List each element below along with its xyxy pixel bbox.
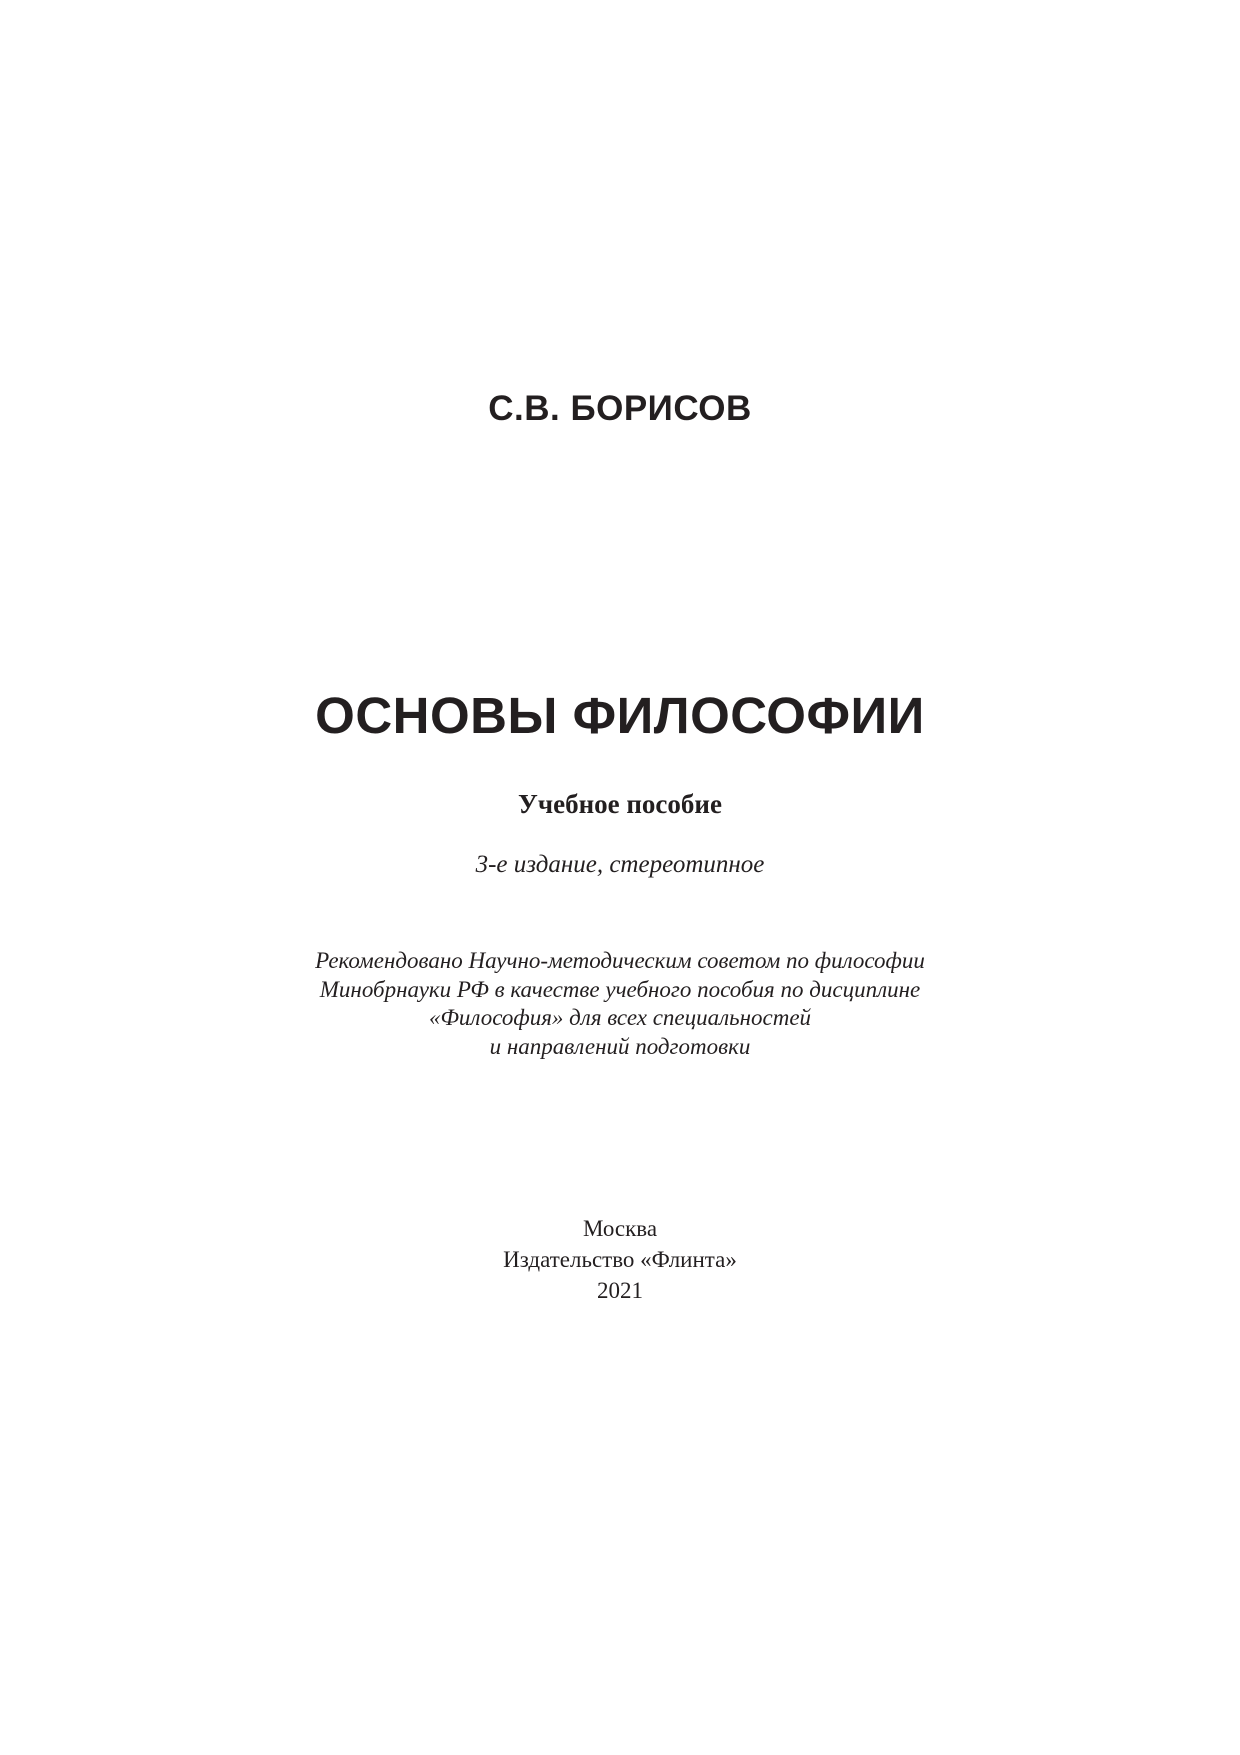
recommendation-line: «Философия» для всех специальностей: [428, 1005, 812, 1030]
recommendation-block: [0, 947, 1240, 1061]
recommendation-line: Рекомендовано Научно-методическим советом по философии: [315, 948, 925, 973]
book-subtitle: Учебное пособие: [518, 789, 722, 819]
book-title: ОСНОВЫ ФИЛОСОФИИ: [315, 687, 925, 744]
edition-note: 3-е издание, стереотипное: [475, 851, 765, 878]
imprint-year: 2021: [597, 1278, 643, 1303]
imprint-block: [0, 1213, 1240, 1306]
imprint-city: Москва: [582, 1216, 658, 1241]
imprint-publisher: Издательство «Флинта»: [503, 1247, 737, 1272]
recommendation-line: и направлений подготовки: [489, 1033, 751, 1059]
author-name: С.В. БОРИСОВ: [488, 389, 752, 428]
recommendation-line: Минобрнауки РФ в качестве учебного пособия по дисциплине: [319, 976, 921, 1002]
